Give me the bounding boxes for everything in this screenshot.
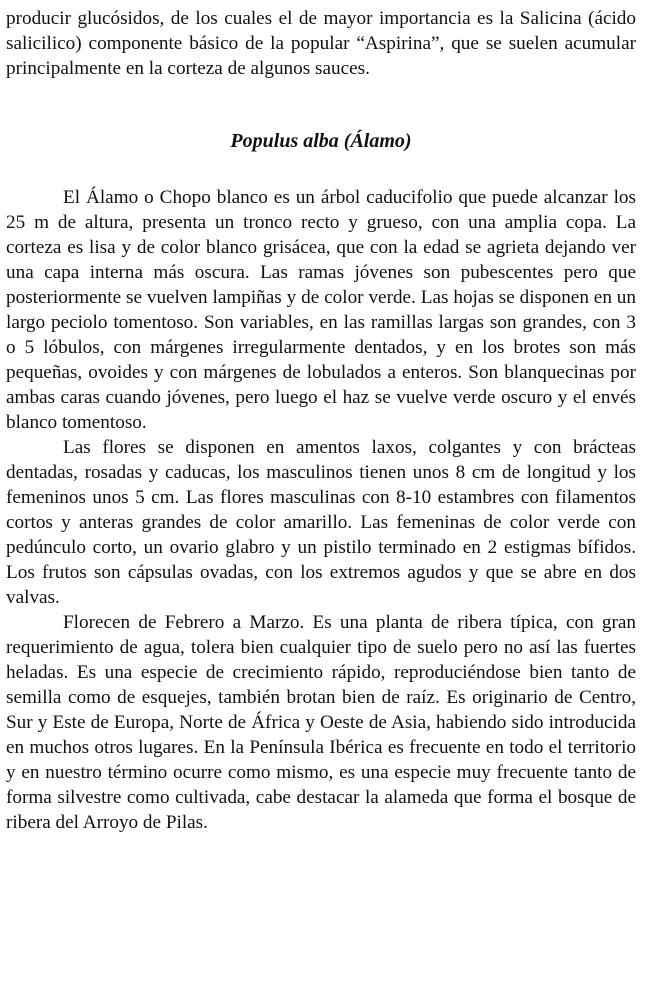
description-paragraph: El Álamo o Chopo blanco es un árbol caducifolio que puede alcanzar los 25 m de altura, presenta un tronco recto y grueso, con una amplia copa. La corteza es lisa y de color blanco grisácea, que con la edad se agrieta dejando ver una capa interna más oscura. Las ramas jóvenes son pubescentes pero que posteriormente se vuelven lampiñas y de color verde. Las hojas se disponen en un largo peciolo tomentoso. Son variables, en las ramillas largas son grandes, con 3 o 5 lóbulos, con márgenes irregularmente dentados, y en los brotes son más pequeñas, ovoides y con márgenes de lobulados a enteros. Son blanquecinas por ambas caras cuando jóvenes, pero luego el haz se vuelve verde oscuro y el envés blanco tomentoso. (6, 187, 636, 433)
intro-paragraph: producir glucósidos, de los cuales el de mayor importancia es la Salicina (ácido salicilico) componente básico de la popular “Aspirina”, que se suelen acumular principalmente en la corteza de algunos sauces. (6, 8, 636, 79)
habitat-paragraph: Florecen de Febrero a Marzo. Es una planta de ribera típica, con gran requerimiento de agua, tolera bien cualquier tipo de suelo pero no así las fuertes heladas. Es una especie de crecimiento rápido, reproduciéndose bien tanto de semilla como de esquejes, también brotan bien de raíz. Es originario de Centro, Sur y Este de Europa, Norte de África y Oeste de Asia, habiendo sido introducida en muchos otros lugares. En la Península Ibérica es frecuente en todo el territorio y en nuestro término ocurre como mismo, es una especie muy frecuente tanto de forma silvestre como cultivada, cabe destacar la alameda que forma el bosque de ribera del Arroyo de Pilas. (6, 612, 636, 833)
flowers-paragraph: Las flores se disponen en amentos laxos, colgantes y con brácteas dentadas, rosadas y caducas, los masculinos tienen unos 8 cm de longitud y los femeninos unos 5 cm. Las flores masculinas con 8-10 estambres con filamentos cortos y anteras grandes de color amarillo. Las femeninas de color verde con pedúnculo corto, un ovario glabro y un pistilo terminado en 2 estigmas bífidos. Los frutos son cápsulas ovadas, con los extremos agudos y que se abre en dos valvas. (6, 437, 636, 608)
section-title: Populus alba (Álamo) (230, 130, 412, 152)
document-page (6, 6, 636, 835)
